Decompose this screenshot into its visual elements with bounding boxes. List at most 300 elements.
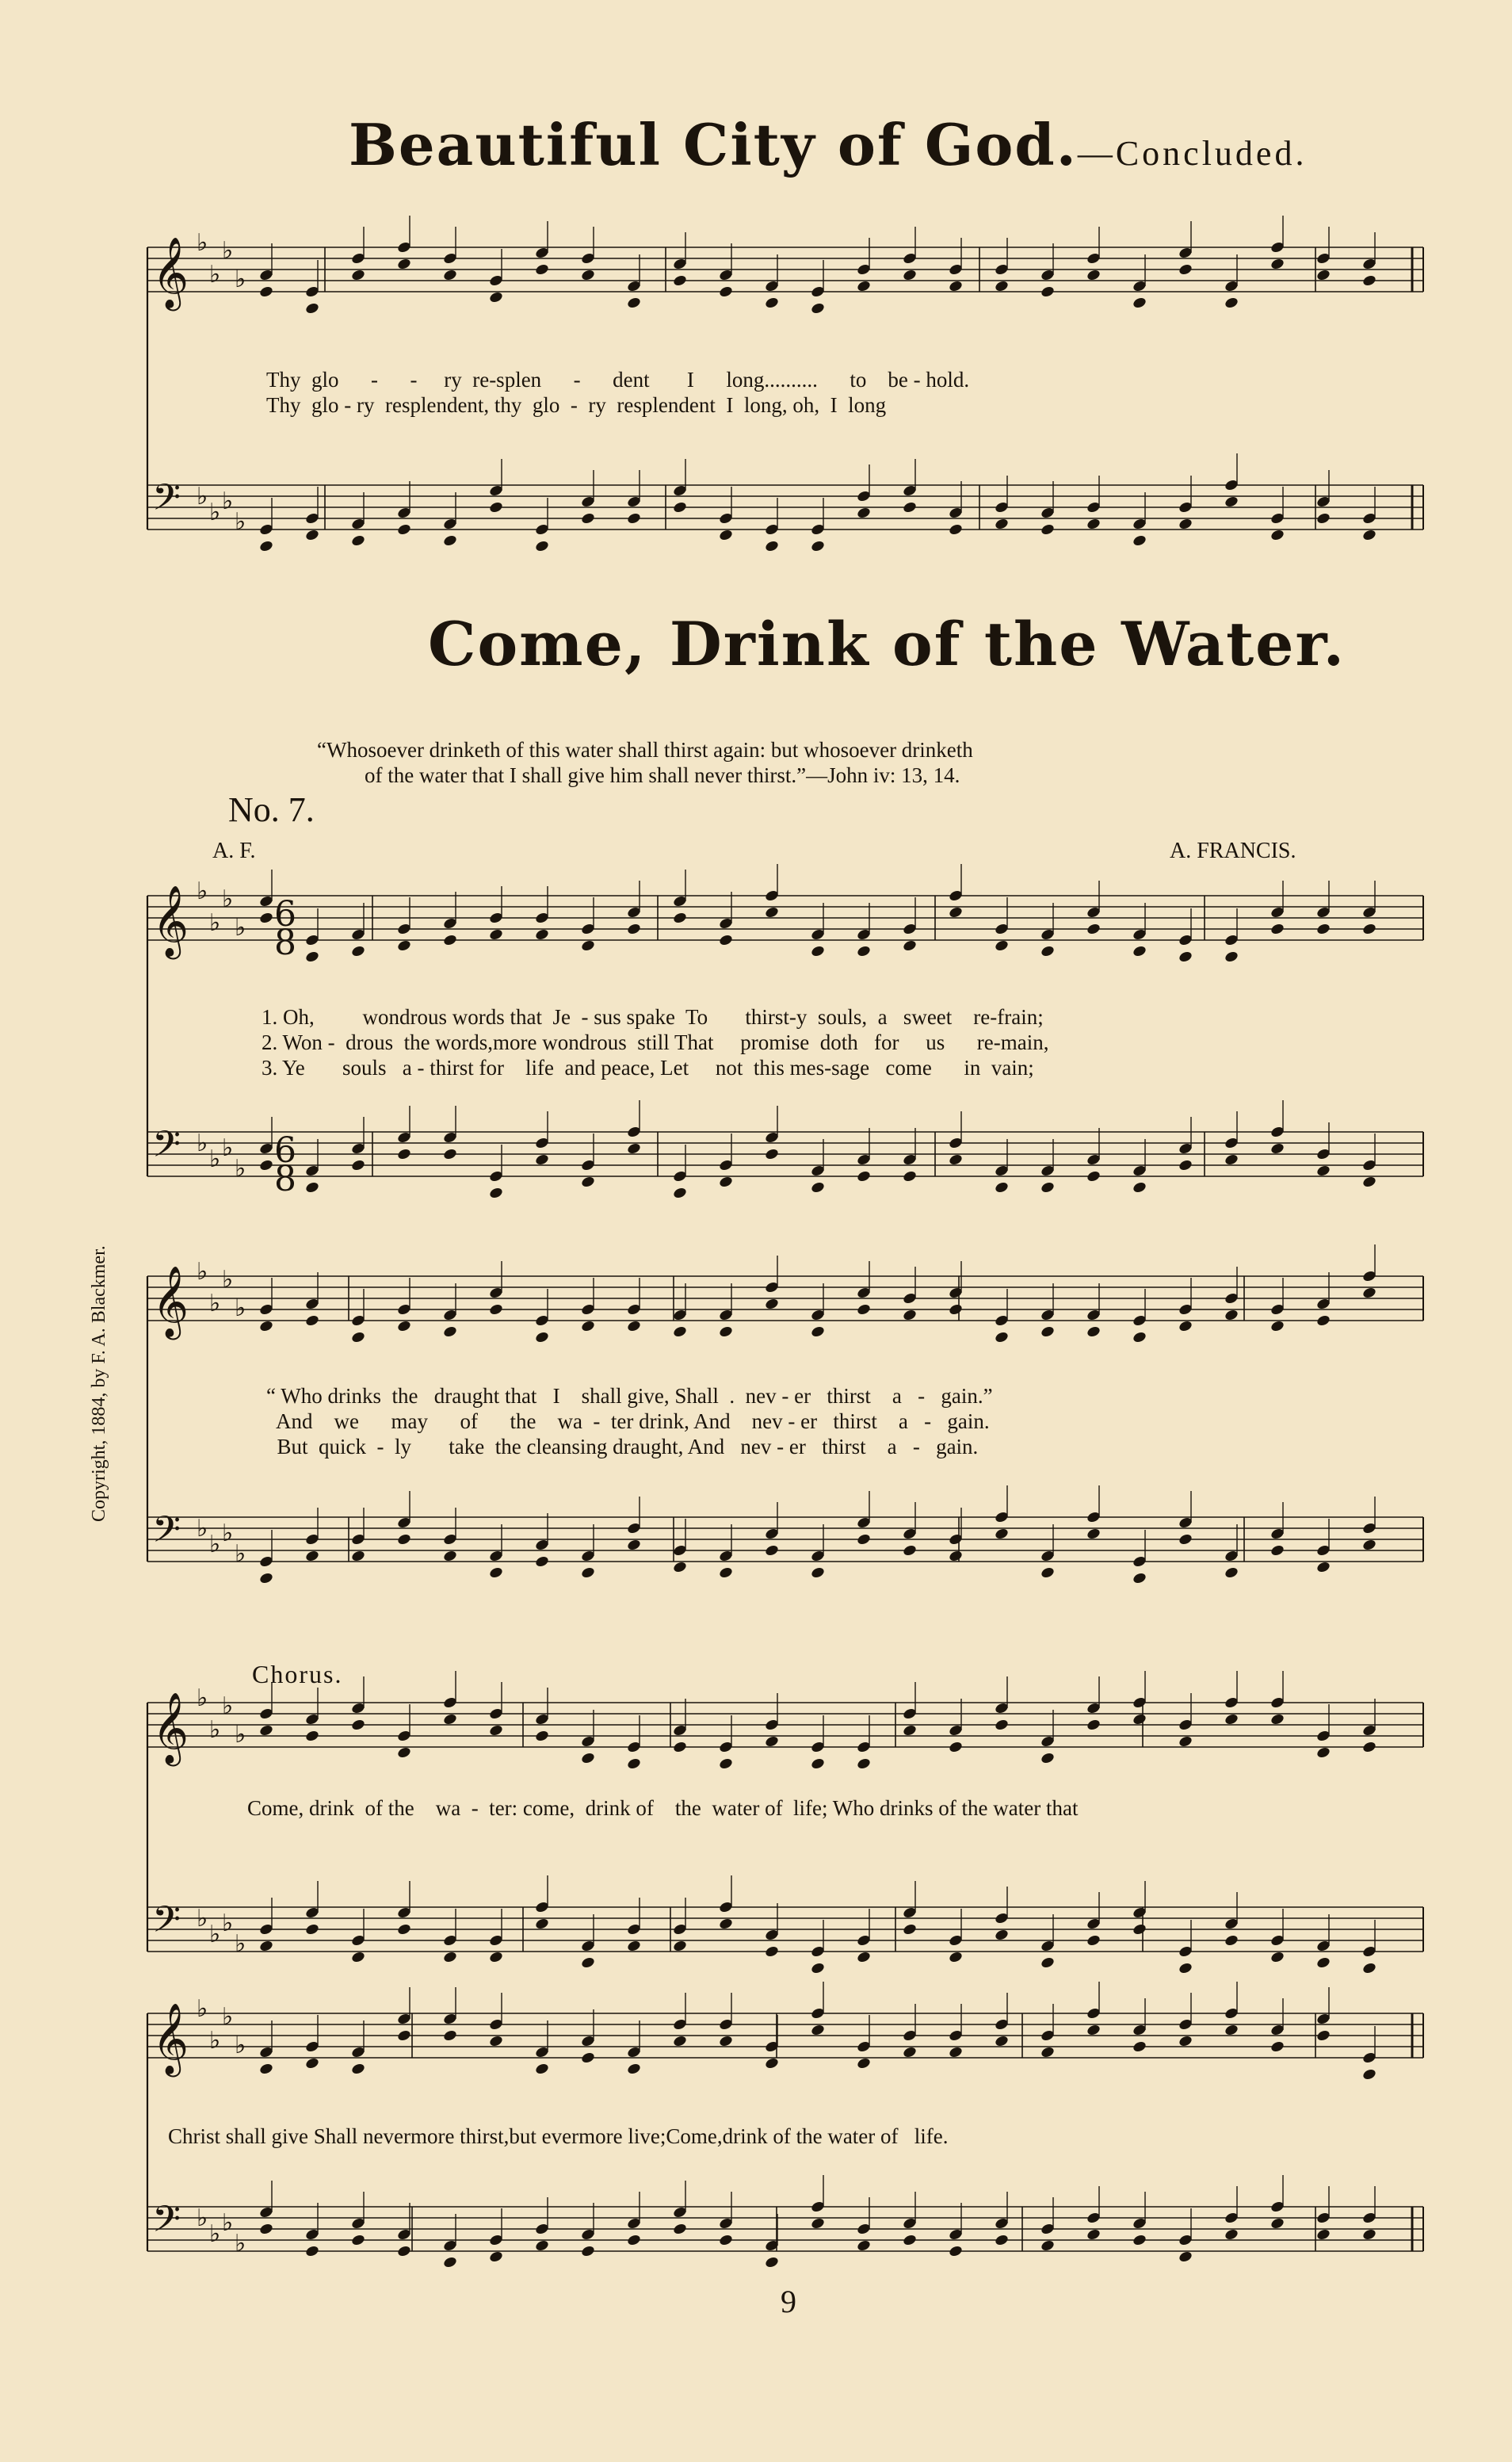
note-head [534, 1331, 549, 1344]
flat-sign: ♭ [222, 885, 234, 913]
note-head [764, 1735, 779, 1749]
note-head [350, 534, 365, 548]
flat-sign: ♭ [235, 2230, 246, 2257]
note-head [718, 2035, 733, 2048]
note-head [1315, 2228, 1331, 2242]
bass-clef: 𝄢 [152, 1898, 181, 1950]
note-head [856, 1533, 871, 1546]
title-text: Beautiful City of God. [349, 111, 1078, 178]
note-head [1086, 1527, 1101, 1541]
treble-clef: 𝄞 [152, 237, 189, 308]
note-head [902, 2046, 917, 2059]
note-head [1132, 2234, 1147, 2247]
note-head [442, 1550, 457, 1563]
note-head [304, 1314, 319, 1328]
note-head [1178, 518, 1193, 531]
note-head [764, 2057, 779, 2070]
note-head [994, 939, 1009, 953]
time-signature: 6 [274, 894, 296, 935]
note-head [258, 1724, 273, 1738]
note-head [672, 1940, 687, 1953]
note-head [1315, 512, 1331, 526]
note-head [442, 269, 457, 282]
note-head [1040, 1325, 1055, 1339]
note-head [764, 1945, 779, 1959]
flat-sign: ♭ [197, 1515, 208, 1543]
note-head [948, 1741, 963, 1754]
flat-sign: ♭ [197, 1995, 208, 2023]
note-head [580, 512, 595, 526]
note-head [396, 1923, 411, 1936]
note-head [764, 540, 779, 553]
time-signature: 8 [274, 923, 296, 963]
note-head [1178, 1159, 1193, 1172]
time-signature: 8 [274, 1159, 296, 1199]
note-head [994, 2234, 1009, 2247]
note-head [1315, 923, 1331, 936]
note-head [626, 1320, 641, 1333]
note-head [1270, 1951, 1285, 1964]
note-head [304, 2057, 319, 2070]
note-head [902, 1724, 917, 1738]
note-head [1086, 1934, 1101, 1948]
note-head [1086, 2024, 1101, 2037]
note-head [534, 1730, 549, 1743]
note-head [1040, 285, 1055, 299]
note-head [718, 1325, 733, 1339]
note-head [304, 1181, 319, 1195]
treble-clef: 𝄞 [152, 2003, 189, 2074]
note-head [396, 1533, 411, 1546]
note-head [350, 1550, 365, 1563]
note-head [856, 2239, 871, 2253]
flat-sign: ♭ [222, 1910, 234, 1937]
note-head [1178, 263, 1193, 277]
note-head [764, 1544, 779, 1558]
note-head [626, 2234, 641, 2247]
note-head [718, 1757, 733, 1771]
note-head [718, 1566, 733, 1580]
note-head [1086, 1325, 1101, 1339]
note-head [1361, 1286, 1376, 1300]
note-head [948, 906, 963, 919]
flat-sign: ♭ [197, 877, 208, 905]
note-head [1270, 1142, 1285, 1156]
note-head [534, 928, 549, 942]
note-head [534, 1555, 549, 1569]
note-head [488, 1187, 503, 1200]
note-head [534, 540, 549, 553]
note-head [1086, 1170, 1101, 1183]
lyrics-line: 2. Won - drous the words,more wondrous still That promise doth for us re-main, [262, 1030, 1049, 1054]
note-head [1361, 923, 1376, 936]
note-head [1178, 1962, 1193, 1975]
treble-clef: 𝄞 [152, 1692, 189, 1764]
hymn-title: Come, Drink of the Water. [428, 609, 1346, 679]
page-number: 9 [781, 2284, 796, 2319]
note-head [396, 1148, 411, 1161]
flat-sign: ♭ [235, 1155, 246, 1183]
note-head [994, 1181, 1009, 1195]
flat-sign: ♭ [209, 1145, 221, 1173]
note-head [1270, 529, 1285, 542]
note-head [1224, 296, 1239, 310]
note-head [258, 2062, 273, 2076]
note-head [1315, 1314, 1331, 1328]
flat-sign: ♭ [209, 909, 221, 937]
note-head [396, 1746, 411, 1760]
note-head [1040, 945, 1055, 958]
note-head [1178, 1735, 1193, 1749]
flat-sign: ♭ [222, 2209, 234, 2237]
note-head [1224, 950, 1239, 964]
note-head [672, 1325, 687, 1339]
note-head [626, 1539, 641, 1552]
copyright-notice: Copyright, 1884, by F. A. Blackmer. [89, 1245, 109, 1522]
note-head [488, 2035, 503, 2048]
note-head [1178, 2250, 1193, 2264]
note-head [488, 2250, 503, 2264]
note-head [1270, 1320, 1285, 1333]
note-head [1315, 1561, 1331, 1574]
note-head [856, 1951, 871, 1964]
note-head [258, 1159, 273, 1172]
note-head [1040, 2046, 1055, 2059]
note-head [948, 280, 963, 293]
note-head [1361, 1962, 1376, 1975]
note-head [948, 523, 963, 537]
note-head [902, 1309, 917, 1322]
note-head [1178, 1320, 1193, 1333]
note-head [1224, 2228, 1239, 2242]
note-head [442, 534, 457, 548]
note-head [1361, 1741, 1376, 1754]
flat-sign: ♭ [197, 1130, 208, 1157]
note-head [488, 1724, 503, 1738]
note-head [948, 1951, 963, 1964]
flat-sign: ♭ [222, 2003, 234, 2031]
note-head [1224, 2024, 1239, 2037]
note-head [902, 1923, 917, 1936]
note-head [672, 1187, 687, 1200]
note-head [1040, 2239, 1055, 2253]
note-head [534, 2062, 549, 2076]
note-head [396, 939, 411, 953]
flat-sign: ♭ [235, 2032, 246, 2059]
note-head [1315, 2029, 1331, 2043]
note-head [1040, 1956, 1055, 1970]
note-head [856, 507, 871, 520]
flat-sign: ♭ [209, 1290, 221, 1317]
note-head [1270, 2040, 1285, 2054]
note-head [350, 1159, 365, 1172]
note-head [396, 523, 411, 537]
note-head [672, 2035, 687, 2048]
note-head [1315, 1746, 1331, 1760]
lyrics-line: And we may of the wa - ter drink, And nev - er thirst a - gain. [266, 1409, 990, 1433]
note-head [258, 540, 273, 553]
note-head [626, 1940, 641, 1953]
note-head [764, 906, 779, 919]
note-head [1132, 945, 1147, 958]
lyrics-line: But quick - ly take the cleansing draught, And nev - er thirst a - gain. [266, 1435, 979, 1458]
time-signature: 6 [274, 1130, 296, 1171]
note-head [810, 2217, 825, 2231]
note-head [442, 1148, 457, 1161]
note-head [442, 1325, 457, 1339]
note-head [258, 2223, 273, 2236]
note-head [350, 1331, 365, 1344]
flat-sign: ♭ [222, 1134, 234, 1162]
lyricist: A. F. [212, 839, 256, 863]
note-head [902, 1544, 917, 1558]
flat-sign: ♭ [197, 483, 208, 510]
flat-sign: ♭ [197, 1684, 208, 1712]
note-head [1270, 923, 1285, 936]
note-head [1361, 529, 1376, 542]
flat-sign: ♭ [209, 2027, 221, 2055]
note-head [396, 2245, 411, 2258]
note-head [1132, 1923, 1147, 1936]
lyrics-line: “ Who drinks the draught that I shall give, Shall . nev - er thirst a - gain.” [266, 1384, 993, 1408]
note-head [948, 1550, 963, 1563]
note-head [442, 934, 457, 947]
note-head [304, 1730, 319, 1743]
flat-sign: ♭ [197, 1258, 208, 1286]
note-head [856, 2057, 871, 2070]
note-head [810, 2024, 825, 2037]
note-head [580, 1320, 595, 1333]
note-head [810, 540, 825, 553]
note-head [350, 2062, 365, 2076]
flat-sign: ♭ [197, 2204, 208, 2232]
lyrics-line: Come, drink of the wa - ter: come, drink of the water of life; Who drinks of the water that [247, 1796, 1079, 1820]
note-head [1315, 1956, 1331, 1970]
note-head [948, 2046, 963, 2059]
flat-sign: ♭ [235, 1721, 246, 1749]
note-head [1086, 2228, 1101, 2242]
title-suffix: —Concluded. [1077, 134, 1308, 173]
flat-sign: ♭ [222, 237, 234, 265]
note-head [626, 923, 641, 936]
note-head [856, 1170, 871, 1183]
note-head [580, 1566, 595, 1580]
note-head [1224, 495, 1239, 509]
bass-clef: 𝄢 [152, 2198, 181, 2250]
note-head [902, 501, 917, 514]
note-head [1132, 1331, 1147, 1344]
note-head [994, 1527, 1009, 1541]
note-head [1132, 1713, 1147, 1726]
note-head [580, 1956, 595, 1970]
note-head [994, 2035, 1009, 2048]
note-head [1224, 1934, 1239, 1948]
note-head [718, 529, 733, 542]
flat-sign: ♭ [235, 914, 246, 942]
note-head [994, 280, 1009, 293]
note-head [1086, 923, 1101, 936]
note-head [1132, 2040, 1147, 2054]
note-head [672, 1741, 687, 1754]
lyrics-line: Thy glo - - ry re-splen - dent I long.......... to be - hold. [266, 368, 970, 392]
flat-sign: ♭ [222, 1266, 234, 1294]
note-head [1361, 2068, 1376, 2082]
note-head [304, 1923, 319, 1936]
note-head [442, 2256, 457, 2269]
note-head [442, 1951, 457, 1964]
note-head [580, 1176, 595, 1189]
note-head [1224, 1713, 1239, 1726]
note-head [488, 291, 503, 304]
flat-sign: ♭ [209, 1716, 221, 1744]
flat-sign: ♭ [235, 1540, 246, 1568]
note-head [534, 263, 549, 277]
note-head [1086, 1718, 1101, 1732]
note-head [948, 2245, 963, 2258]
note-head [580, 1752, 595, 1765]
note-head [994, 518, 1009, 531]
note-head [948, 1303, 963, 1317]
note-head [718, 2234, 733, 2247]
note-head [488, 1951, 503, 1964]
note-head [258, 285, 273, 299]
note-head [672, 274, 687, 288]
flat-sign: ♭ [235, 1294, 246, 1322]
flat-sign: ♭ [222, 1520, 234, 1547]
note-head [304, 302, 319, 315]
bass-clef: 𝄢 [152, 1508, 181, 1560]
note-head [1178, 1533, 1193, 1546]
note-head [1361, 274, 1376, 288]
note-head [1086, 269, 1101, 282]
note-head [856, 1757, 871, 1771]
flat-sign: ♭ [235, 266, 246, 293]
lyrics-line: 1. Oh, wondrous words that Je - sus spake To thirst-y souls, a sweet re-frain; [262, 1005, 1044, 1029]
note-head [350, 945, 365, 958]
note-head [350, 269, 365, 282]
note-head [1040, 1181, 1055, 1195]
bass-clef: 𝄢 [152, 476, 181, 528]
flat-sign: ♭ [209, 2220, 221, 2248]
flat-sign: ♭ [235, 508, 246, 536]
flat-sign: ♭ [222, 1692, 234, 1720]
note-head [1178, 2035, 1193, 2048]
treble-clef: 𝄞 [152, 1266, 189, 1337]
hymn-number: No. 7. [228, 790, 315, 829]
lyrics-line: Thy glo - ry resplendent, thy glo - ry resplendent I long, oh, I long [266, 393, 887, 417]
lyrics-line: Christ shall give Shall nevermore thirst,but evermore live;Come,drink of the water of life. [168, 2124, 949, 2148]
note-head [764, 1298, 779, 1311]
note-head [1315, 1164, 1331, 1178]
note-head [534, 1153, 549, 1167]
note-head [948, 1153, 963, 1167]
note-head [1040, 1566, 1055, 1580]
note-head [856, 280, 871, 293]
note-head [626, 1757, 641, 1771]
note-head [258, 1572, 273, 1585]
note-head [810, 1962, 825, 1975]
note-head [764, 1148, 779, 1161]
note-head [810, 302, 825, 315]
composer: A. FRANCIS. [1170, 839, 1296, 863]
bass-clef: 𝄢 [152, 1123, 181, 1175]
note-head [534, 2239, 549, 2253]
note-head [810, 1757, 825, 1771]
note-head [1224, 1566, 1239, 1580]
flat-sign: ♭ [197, 1905, 208, 1933]
note-head [810, 1566, 825, 1580]
note-head [810, 1325, 825, 1339]
note-head [994, 1929, 1009, 1942]
note-head [718, 1176, 733, 1189]
flat-sign: ♭ [209, 1531, 221, 1558]
note-head [350, 1718, 365, 1732]
note-head [488, 928, 503, 942]
note-head [672, 1561, 687, 1574]
note-head [396, 1320, 411, 1333]
note-head [1224, 1309, 1239, 1322]
flat-sign: ♭ [209, 261, 221, 289]
note-head [350, 2234, 365, 2247]
note-head [1040, 1752, 1055, 1765]
scripture-line-1: “Whosoever drinketh of this water shall thirst again: but whosoever drinketh [317, 738, 973, 762]
note-head [580, 269, 595, 282]
note-head [1315, 269, 1331, 282]
note-head [1361, 2228, 1376, 2242]
note-head [442, 2029, 457, 2043]
note-head [994, 1718, 1009, 1732]
note-head [1270, 2217, 1285, 2231]
note-head [488, 1566, 503, 1580]
note-head [994, 1331, 1009, 1344]
note-head [580, 939, 595, 953]
note-head [1086, 518, 1101, 531]
note-head [1040, 523, 1055, 537]
treble-clef: 𝄞 [152, 885, 189, 957]
note-head [718, 1917, 733, 1931]
note-head [626, 2062, 641, 2076]
note-head [626, 1142, 641, 1156]
lyrics-line: 3. Ye souls a - thirst for life and peace, Let not this mes-sage come in vain; [262, 1056, 1034, 1080]
note-head [304, 950, 319, 964]
note-head [626, 296, 641, 310]
note-head [672, 501, 687, 514]
note-head [1132, 1572, 1147, 1585]
note-head [442, 1713, 457, 1726]
note-head [856, 1303, 871, 1317]
note-head [902, 269, 917, 282]
note-head [1178, 950, 1193, 964]
note-head [258, 912, 273, 925]
note-head [1270, 258, 1285, 271]
note-head [626, 512, 641, 526]
scripture-line-2: of the water that I shall give him shall never thirst.”—John iv: 13, 14. [365, 763, 960, 787]
note-head [1224, 1153, 1239, 1167]
note-head [1270, 1544, 1285, 1558]
chorus-label: Chorus. [252, 1660, 343, 1688]
flat-sign: ♭ [235, 1930, 246, 1958]
note-head [488, 501, 503, 514]
note-head [258, 1320, 273, 1333]
note-head [488, 1303, 503, 1317]
note-head [1132, 296, 1147, 310]
note-head [1361, 1176, 1376, 1189]
note-head [810, 1181, 825, 1195]
note-head [1132, 534, 1147, 548]
note-head [304, 529, 319, 542]
note-head [1270, 1713, 1285, 1726]
note-head [672, 912, 687, 925]
